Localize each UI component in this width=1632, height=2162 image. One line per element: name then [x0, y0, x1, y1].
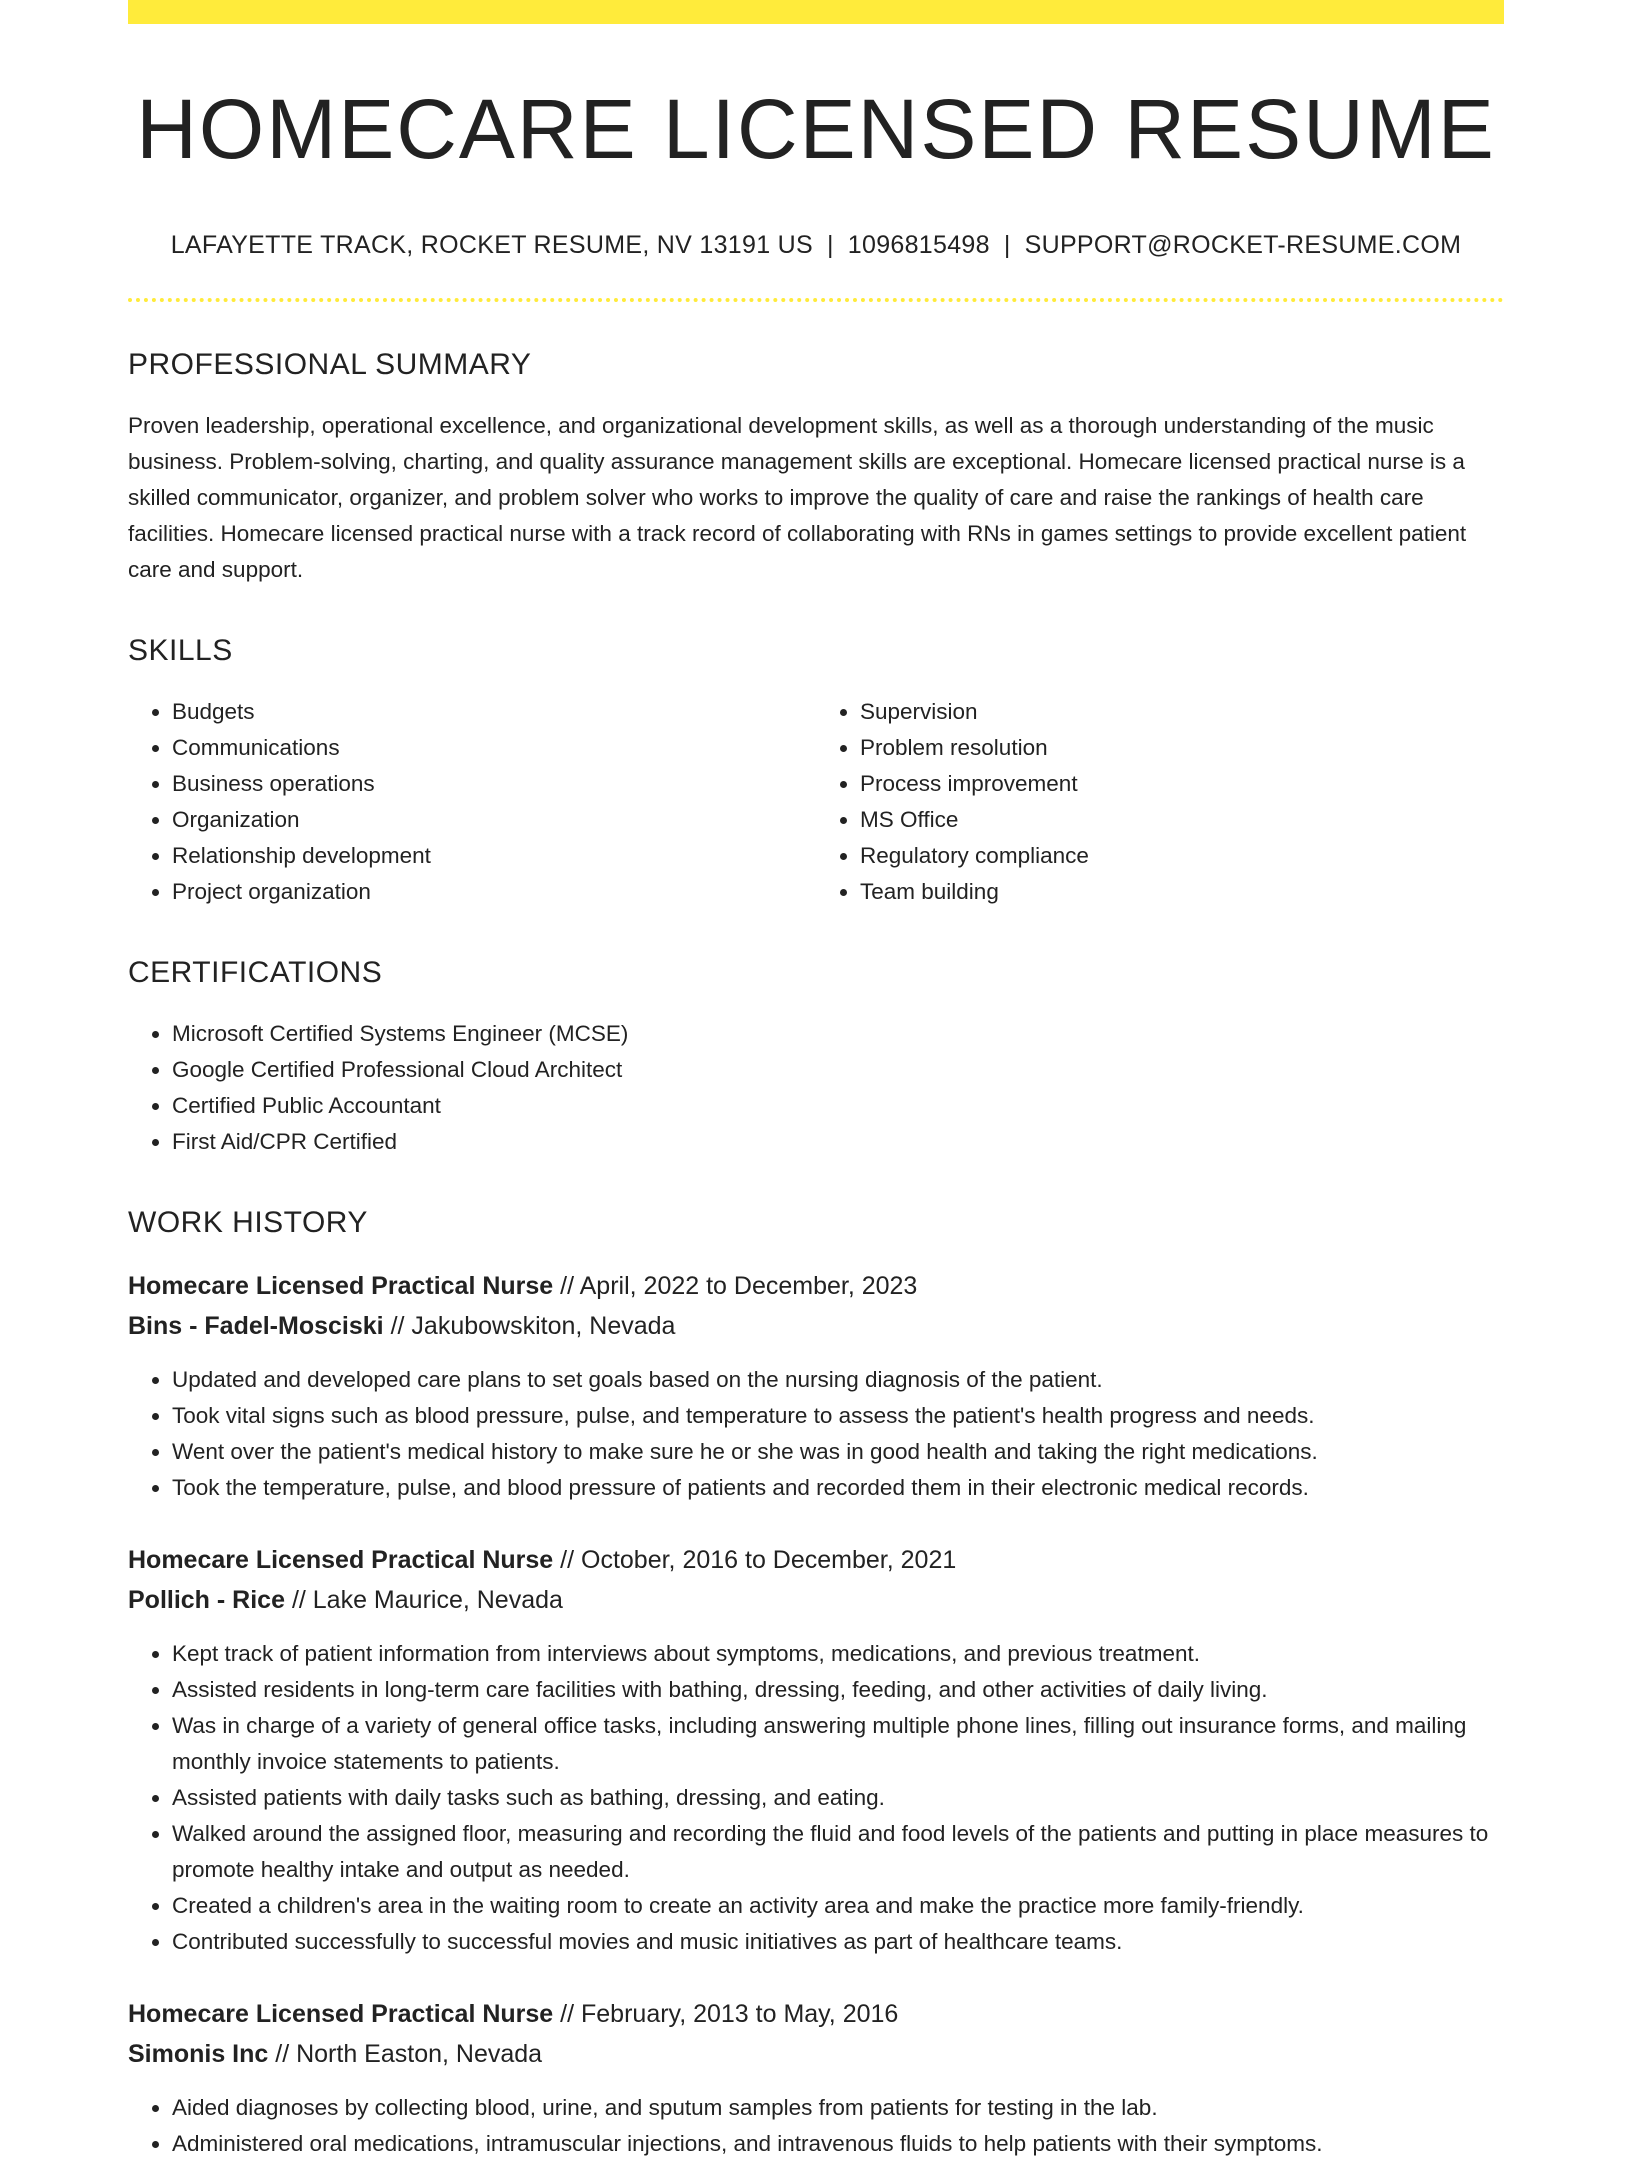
job-title: Homecare Licensed Practical Nurse — [128, 2000, 554, 2029]
skill-item: • Business operations — [172, 766, 816, 802]
skill-item: • Project organization — [172, 874, 816, 910]
skill-item: • Budgets — [172, 694, 816, 730]
job-company-line — [128, 1306, 1504, 1346]
top-accent-bar — [128, 0, 1504, 24]
skill-item: • Problem resolution — [860, 730, 1504, 766]
contact-separator: | — [826, 231, 834, 260]
job-bullets — [128, 2090, 1504, 2162]
skill-item: • Organization — [172, 802, 816, 838]
job-location: // Jakubowskiton, Nevada — [390, 1312, 676, 1341]
job-company-line — [128, 2034, 1504, 2074]
skill-item: • MS Office — [860, 802, 1504, 838]
job-dates: // April, 2022 to December, 2023 — [560, 1272, 918, 1301]
summary-section — [128, 348, 1504, 588]
skills-list-left — [128, 694, 816, 910]
certifications-heading: CERTIFICATIONS — [128, 956, 383, 990]
job-entry — [128, 1540, 1504, 1960]
job-bullet: • Assisted patients with daily tasks such as bathing, dressing, and eating. — [172, 1780, 1504, 1816]
contact-email: SUPPORT@ROCKET-RESUME.COM — [1024, 231, 1462, 260]
job-title: Homecare Licensed Practical Nurse — [128, 1272, 554, 1301]
certification-item: • Microsoft Certified Systems Engineer (MCSE) — [172, 1016, 1504, 1052]
job-company: Bins - Fadel-Mosciski — [128, 1312, 384, 1341]
job-entry — [128, 1266, 1504, 1506]
skills-heading: SKILLS — [128, 634, 233, 668]
job-bullet: • Updated and developed care plans to set goals based on the nursing diagnosis of the patient. — [172, 1362, 1504, 1398]
job-bullet: • Walked around the assigned floor, measuring and recording the fluid and food levels of the patients and putting in place measures to promote healthy intake and output as needed. — [172, 1816, 1504, 1888]
resume-page — [128, 0, 1504, 2162]
certifications-list — [128, 1016, 1504, 1160]
certification-item: • Certified Public Accountant — [172, 1088, 1504, 1124]
summary-heading: PROFESSIONAL SUMMARY — [128, 348, 532, 382]
skill-item: • Regulatory compliance — [860, 838, 1504, 874]
certification-item: • First Aid/CPR Certified — [172, 1124, 1504, 1160]
job-bullet: • Assisted residents in long-term care facilities with bathing, dressing, feeding, and other activities of daily living. — [172, 1672, 1504, 1708]
job-company: Pollich - Rice — [128, 1586, 285, 1615]
job-bullet: • Aided diagnoses by collecting blood, urine, and sputum samples from patients for testing in the lab. — [172, 2090, 1504, 2126]
job-bullet: • Created a children's area in the waiting room to create an activity area and make the practice more family-friendly. — [172, 1888, 1504, 1924]
job-dates: // October, 2016 to December, 2021 — [560, 1546, 957, 1575]
work-history-heading: WORK HISTORY — [128, 1206, 368, 1240]
job-bullets — [128, 1636, 1504, 1960]
job-location: // North Easton, Nevada — [275, 2040, 543, 2069]
job-bullet: • Took vital signs such as blood pressure, pulse, and temperature to assess the patient's health progress and needs. — [172, 1398, 1504, 1434]
summary-text: Proven leadership, operational excellence, and organizational development skills, as well as a thorough understanding of the music business. Problem-solving, charting, and quality assurance management skills are exceptional. Homecare licensed practical nurse is a skilled communicator, organizer, and problem solver who works to improve the quality of care and raise the rankings of health care facilities. Homecare licensed practical nurse with a track record of collaborating with RNs in games settings to provide excellent patient care and support. — [128, 413, 1467, 583]
skills-columns — [128, 694, 1504, 910]
job-bullet: • Contributed successfully to successful movies and music initiatives as part of healthcare teams. — [172, 1924, 1504, 1960]
dotted-divider — [128, 298, 1504, 302]
work-history-section — [128, 1206, 1504, 2162]
job-title-line — [128, 1540, 1504, 1580]
job-title-line — [128, 1266, 1504, 1306]
job-location: // Lake Maurice, Nevada — [291, 1586, 563, 1615]
skill-item: • Relationship development — [172, 838, 816, 874]
skill-item: • Process improvement — [860, 766, 1504, 802]
job-title-line — [128, 1994, 1504, 2034]
job-bullet: • Went over the patient's medical history to make sure he or she was in good health and taking the right medications. — [172, 1434, 1504, 1470]
job-bullet: • Administered oral medications, intramuscular injections, and intravenous fluids to help patients with their symptoms. — [172, 2126, 1504, 2162]
skills-section — [128, 634, 1504, 910]
contact-phone: 1096815498 — [847, 231, 990, 260]
job-title: Homecare Licensed Practical Nurse — [128, 1546, 554, 1575]
contact-separator: | — [1003, 231, 1011, 260]
job-entry — [128, 1994, 1504, 2162]
resume-title: HOMECARE LICENSED RESUME — [136, 82, 1496, 176]
contact-line — [128, 231, 1504, 260]
certifications-section — [128, 956, 1504, 1160]
skill-item: • Team building — [860, 874, 1504, 910]
certification-item: • Google Certified Professional Cloud Architect — [172, 1052, 1504, 1088]
skill-item: • Supervision — [860, 694, 1504, 730]
job-company-line — [128, 1580, 1504, 1620]
skills-list-right — [816, 694, 1504, 910]
skill-item: • Communications — [172, 730, 816, 766]
job-dates: // February, 2013 to May, 2016 — [560, 2000, 899, 2029]
contact-address: LAFAYETTE TRACK, ROCKET RESUME, NV 13191 US — [170, 231, 813, 260]
job-bullet: • Was in charge of a variety of general office tasks, including answering multiple phone lines, filling out insurance forms, and mailing monthly invoice statements to patients. — [172, 1708, 1504, 1780]
job-bullet: • Took the temperature, pulse, and blood pressure of patients and recorded them in their electronic medical records. — [172, 1470, 1504, 1506]
job-bullets — [128, 1362, 1504, 1506]
job-bullet: • Kept track of patient information from interviews about symptoms, medications, and previous treatment. — [172, 1636, 1504, 1672]
job-company: Simonis Inc — [128, 2040, 269, 2069]
